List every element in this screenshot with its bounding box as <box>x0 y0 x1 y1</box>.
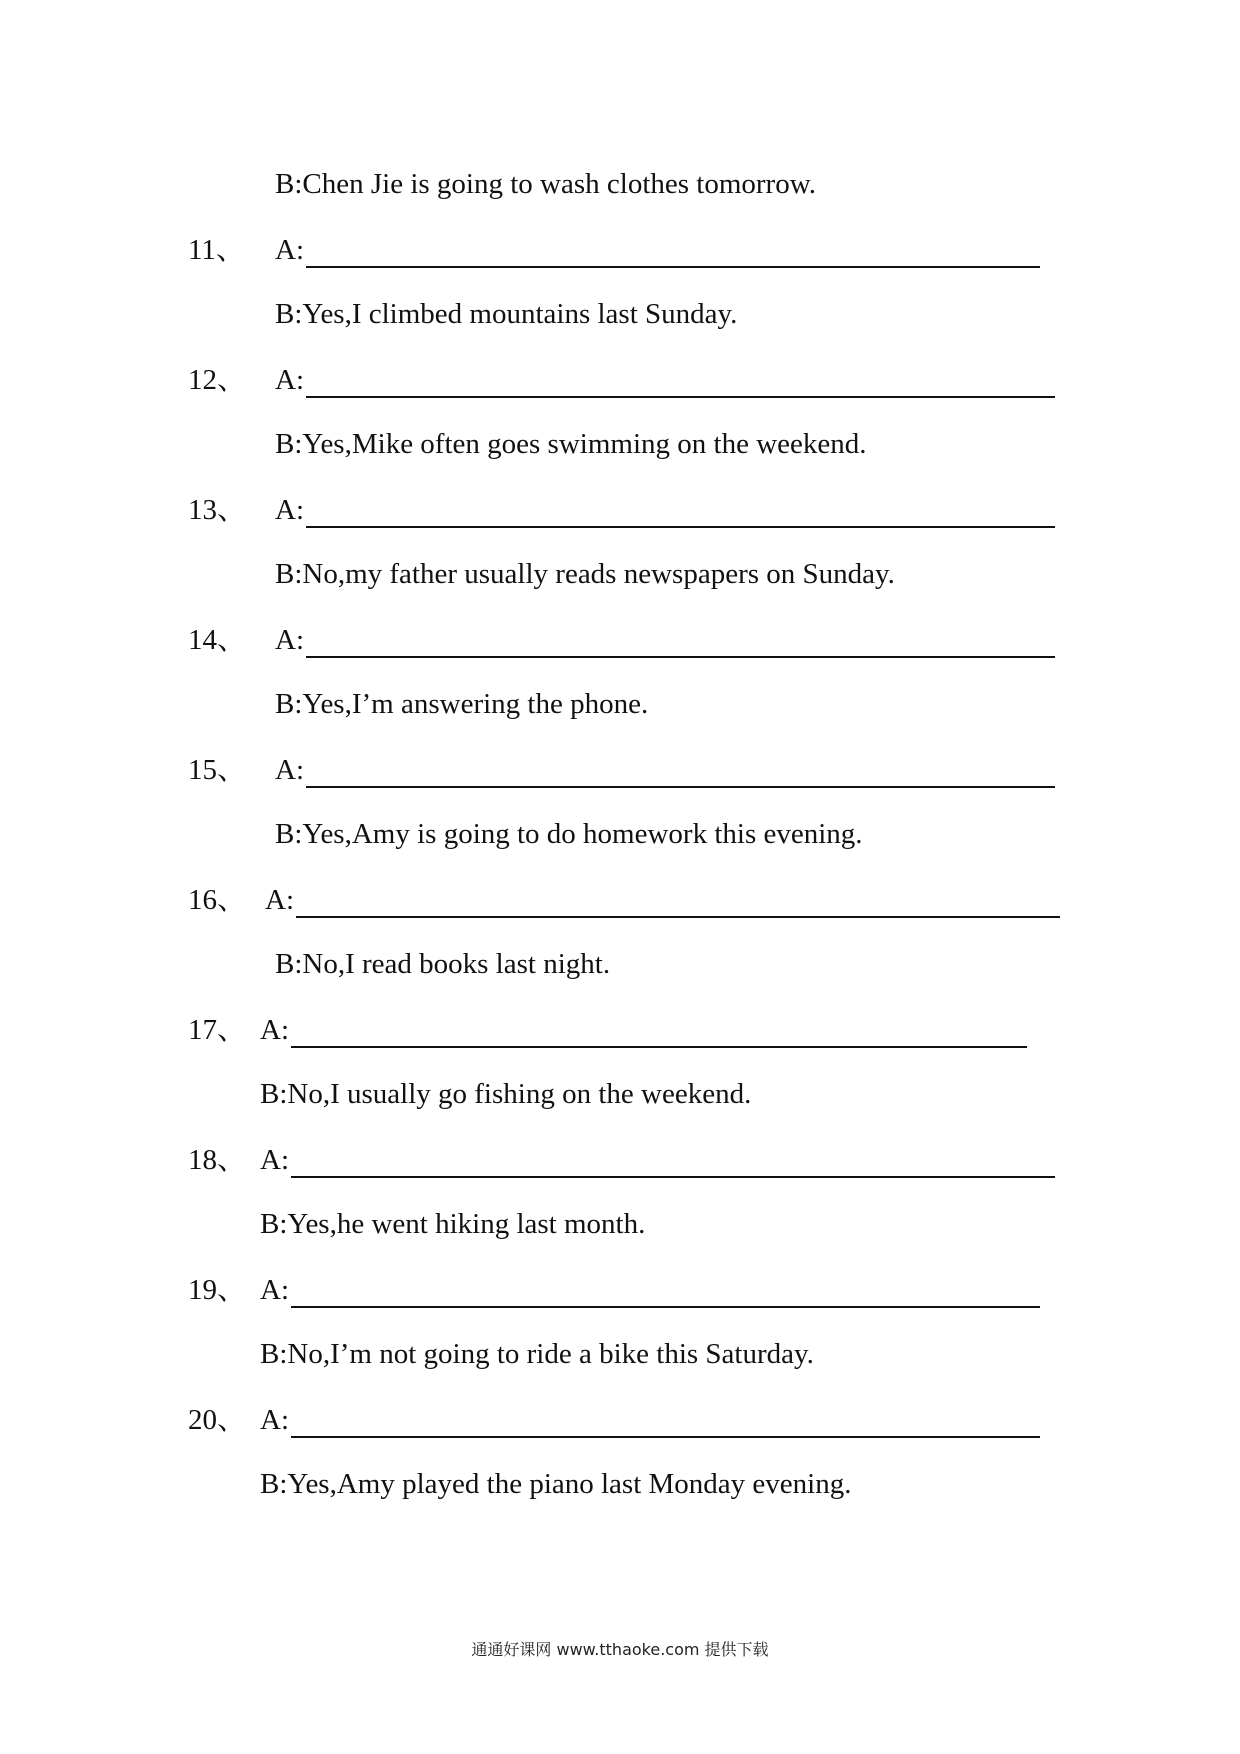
question-row-12 <box>275 362 1055 398</box>
answer-line-20: B:Yes,Amy played the piano last Monday evening. <box>260 1468 852 1500</box>
question-number-20: 20、 <box>188 1404 247 1436</box>
question-label-11: A: <box>275 234 304 266</box>
question-number-15: 15、 <box>188 754 247 786</box>
question-number-11: 11、 <box>188 234 245 266</box>
answer-blank-15[interactable] <box>306 758 1055 788</box>
answer-blank-16[interactable] <box>296 888 1060 918</box>
answer-blank-17[interactable] <box>291 1018 1027 1048</box>
footer-source-text: 通通好课网 www.tthaoke.com 提供下载 <box>471 1640 769 1659</box>
question-number-14: 14、 <box>188 624 247 656</box>
answer-blank-14[interactable] <box>306 628 1055 658</box>
answer-blank-18[interactable] <box>291 1148 1055 1178</box>
answer-line-12: B:Yes,Mike often goes swimming on the weekend. <box>275 428 867 460</box>
question-label-13: A: <box>275 494 304 526</box>
answer-line-18: B:Yes,he went hiking last month. <box>260 1208 646 1240</box>
question-label-16: A: <box>265 884 294 916</box>
question-label-12: A: <box>275 364 304 396</box>
question-label-15: A: <box>275 754 304 786</box>
question-row-11 <box>275 232 1040 268</box>
question-row-19 <box>260 1272 1040 1308</box>
question-row-17 <box>260 1012 1027 1048</box>
question-row-18 <box>260 1142 1055 1178</box>
question-label-19: A: <box>260 1274 289 1306</box>
answer-line-10: B:Chen Jie is going to wash clothes tomorrow. <box>275 168 817 200</box>
answer-line-17: B:No,I usually go fishing on the weekend. <box>260 1078 752 1110</box>
answer-blank-11[interactable] <box>306 238 1040 268</box>
question-row-15 <box>275 752 1055 788</box>
answer-line-13: B:No,my father usually reads newspapers on Sunday. <box>275 558 895 590</box>
question-number-17: 17、 <box>188 1014 247 1046</box>
question-row-13 <box>275 492 1055 528</box>
answer-line-15: B:Yes,Amy is going to do homework this evening. <box>275 818 863 850</box>
question-label-18: A: <box>260 1144 289 1176</box>
answer-blank-13[interactable] <box>306 498 1055 528</box>
answer-blank-20[interactable] <box>291 1408 1040 1438</box>
question-number-13: 13、 <box>188 494 247 526</box>
question-label-20: A: <box>260 1404 289 1436</box>
question-number-18: 18、 <box>188 1144 247 1176</box>
question-number-19: 19、 <box>188 1274 247 1306</box>
question-number-12: 12、 <box>188 364 247 396</box>
question-row-20 <box>260 1402 1040 1438</box>
answer-blank-19[interactable] <box>291 1278 1040 1308</box>
answer-line-11: B:Yes,I climbed mountains last Sunday. <box>275 298 738 330</box>
question-label-17: A: <box>260 1014 289 1046</box>
question-number-16: 16、 <box>188 884 247 916</box>
answer-line-14: B:Yes,I’m answering the phone. <box>275 688 649 720</box>
question-label-14: A: <box>275 624 304 656</box>
answer-blank-12[interactable] <box>306 368 1055 398</box>
answer-line-19: B:No,I’m not going to ride a bike this Saturday. <box>260 1338 814 1370</box>
answer-line-16: B:No,I read books last night. <box>275 948 611 980</box>
question-row-16 <box>265 882 1060 918</box>
question-row-14 <box>275 622 1055 658</box>
